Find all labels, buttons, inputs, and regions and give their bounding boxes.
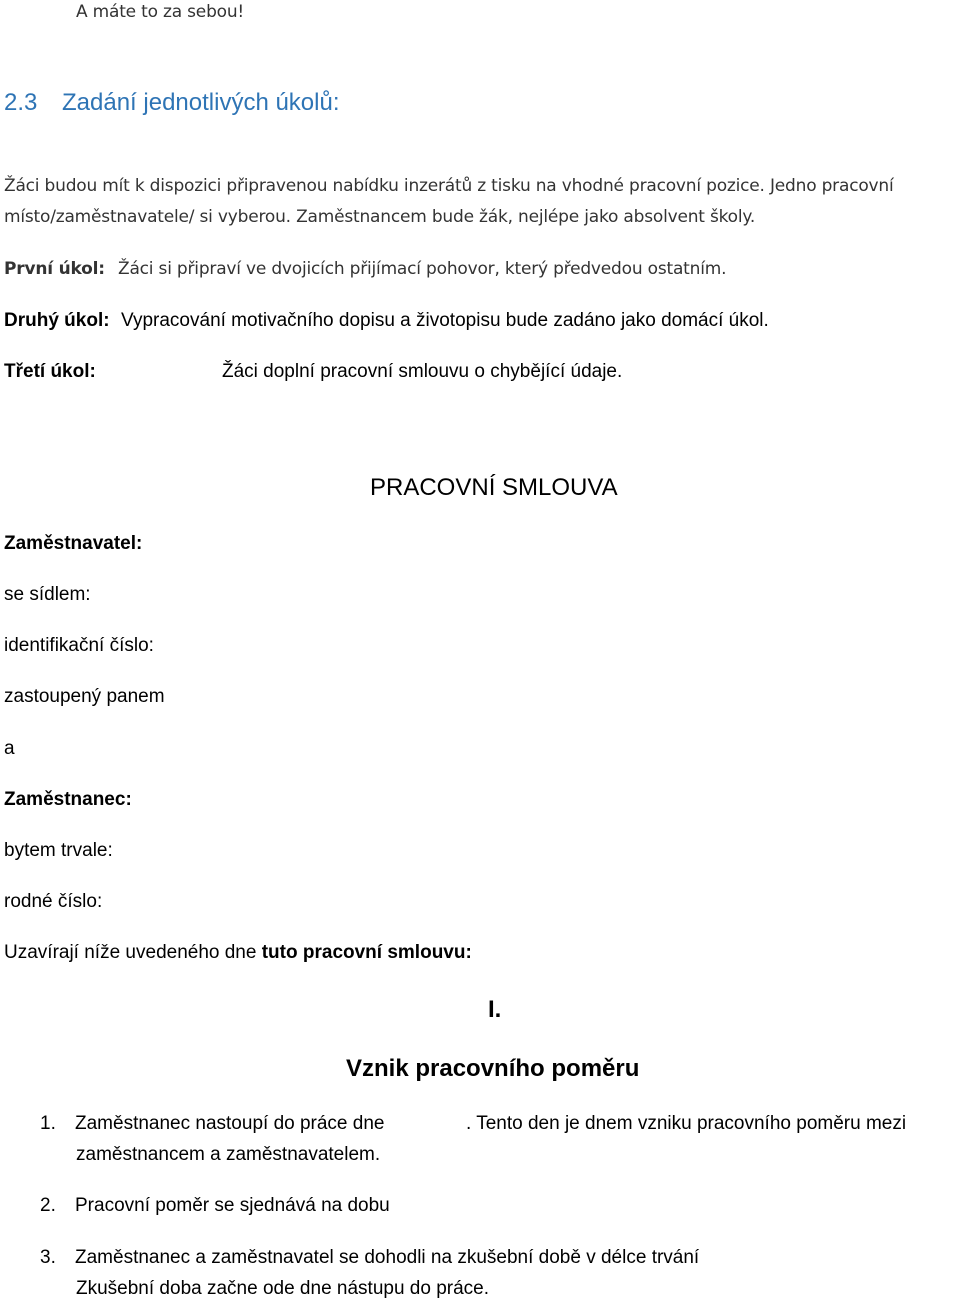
employee-label: Zaměstnanec: [4, 789, 132, 810]
section-number: I. [488, 996, 502, 1023]
conclude-sentence [4, 941, 472, 965]
item-2-text: Pracovní poměr se sjednává na dobu [75, 1195, 390, 1216]
paragraph-line-1: Žáci budou mít k dispozici připravenou nabídku inzerátů z tisku na vhodné pracovní pozice. Jedno pracovní [4, 176, 894, 196]
birth-number-label: rodné číslo: [4, 891, 103, 912]
item-1-text-line-2: zaměstnancem a zaměstnavatelem. [76, 1144, 381, 1165]
item-1-text: Zaměstnanec nastoupí do práce dne [75, 1113, 385, 1134]
section-heading: Zadání jednotlivých úkolů: [62, 89, 340, 116]
task-2-text: Vypracování motivačního dopisu a životopisu bude zadáno jako domácí úkol. [121, 310, 769, 331]
task-3-text: Žáci doplní pracovní smlouvu o chybějící údaje. [222, 361, 623, 382]
contract-title: PRACOVNÍ SMLOUVA [370, 474, 618, 501]
conclude-text: Uzavírají níže uvedeného dne [4, 942, 262, 963]
conclude-bold-text: tuto pracovní smlouvu: [261, 942, 472, 963]
task-1-label: První úkol: [4, 259, 105, 279]
employer-label: Zaměstnavatel: [4, 533, 143, 554]
task-1-text: Žáci si připraví ve dvojicích přijímací pohovor, který předvedou ostatním. [118, 259, 727, 279]
section-title: Vznik pracovního poměru [346, 1055, 640, 1082]
item-3-text: Zaměstnanec a zaměstnavatel se dohodli na zkušební době v délce trvání [75, 1247, 700, 1268]
task-2-label: Druhý úkol: [4, 310, 110, 331]
item-3-text-line-2: Zkušební doba začne ode dne nástupu do práce. [76, 1278, 490, 1299]
residence-label: bytem trvale: [4, 840, 113, 861]
id-number-label: identifikační číslo: [4, 635, 154, 656]
section-heading-number: 2.3 [4, 89, 38, 116]
item-1-number: 1. [40, 1113, 56, 1134]
item-2-number: 2. [40, 1195, 56, 1216]
item-1-text-continued: . Tento den je dnem vzniku pracovního poměru mezi [466, 1113, 907, 1134]
and-text: a [4, 738, 15, 759]
represented-label: zastoupený panem [4, 686, 165, 707]
paragraph-line-2: místo/zaměstnavatele/ si vyberou. Zaměstnancem bude žák, nejlépe jako absolvent školy. [4, 207, 756, 227]
task-3-label: Třetí úkol: [4, 361, 96, 382]
intro-line: A máte to za sebou! [76, 2, 245, 22]
seat-label: se sídlem: [4, 584, 91, 605]
item-3-number: 3. [40, 1247, 56, 1268]
